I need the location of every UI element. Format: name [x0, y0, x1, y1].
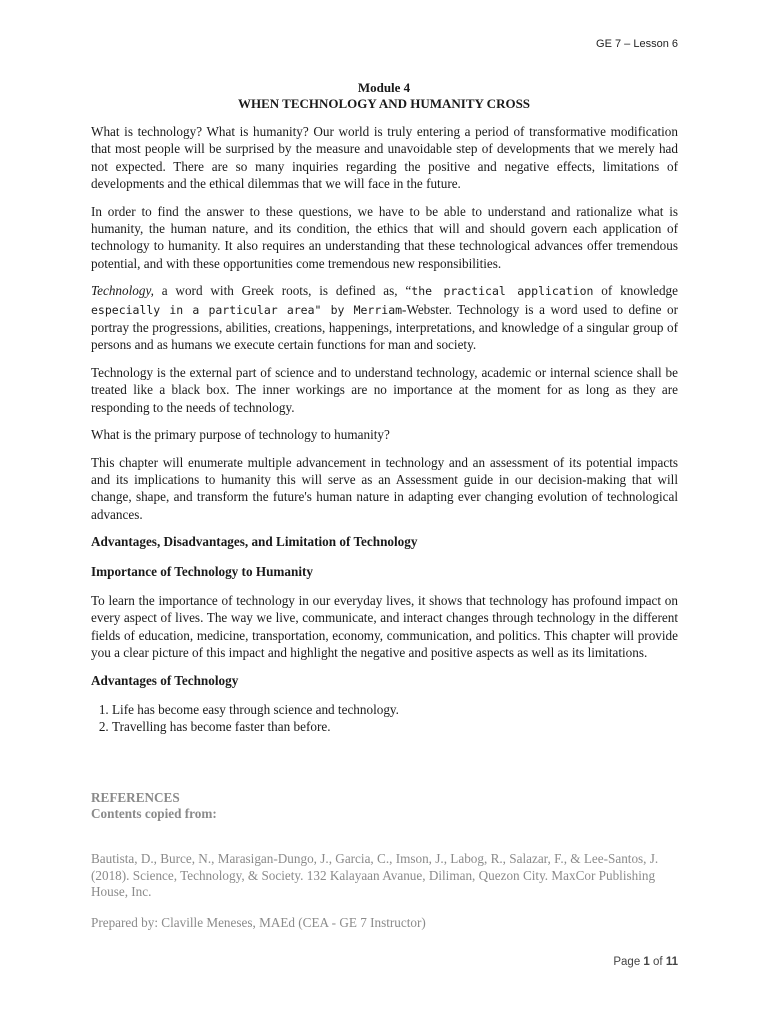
- paragraph-importance: To learn the importance of technology in our everyday lives, it shows that technology has profound impact on every aspect of lives. The way we live, communicate, and interact changes through technology in the different fields of education, medicine, transportation, economy, communication, and politics. This chapter will provide you a clear picture of this impact and highlight the negative and positive aspects as well as its limitations.: [91, 592, 678, 661]
- list-item: 2. Travelling has become faster than before.: [112, 718, 678, 735]
- heading-advantages-disadvantages: Advantages, Disadvantages, and Limitation of Technology: [91, 534, 418, 550]
- paragraph-black-box: Technology is the external part of science and to understand technology, academic or internal science shall be treated like a black box. The inner workings are no importance at the moment for as long as they are responding to the needs of technology.: [91, 364, 678, 415]
- paragraph-question: What is the primary purpose of technology to humanity?: [91, 427, 390, 443]
- body-content: [91, 123, 678, 736]
- references-citation: Bautista, D., Burce, N., Marasigan-Dungo, J., Garcia, C., Imson, J., Labog, R., Salazar, F., & Lee-Santos, J. (2018). Science, Technology, & Society. 132 Kalayaan Avanue, Diliman, Quezon City. MaxCor Publishing House, Inc.: [91, 851, 659, 899]
- paragraph-intro: What is technology? What is humanity? Our world is truly entering a period of transformative modification that most people will be surprised by the measure and unavoidable step of developments that we merely had not expected. There are so many inquiries regarding the positive and negative effects, limitations of developments and the ethical dilemmas that we will face in the future.: [91, 124, 678, 192]
- module-label: Module 4: [357, 80, 411, 95]
- page-total: 11: [665, 956, 678, 968]
- page-label: Page: [613, 956, 641, 968]
- references-section: [91, 790, 691, 931]
- term-technology: Technology,: [91, 283, 154, 299]
- title-block: [0, 80, 768, 112]
- page-number: 1: [643, 956, 650, 968]
- paragraph-chapter: This chapter will enumerate multiple advancement in technology and an assessment of its potential impacts and its implications to humanity this will serve as an Assessment guide in our decision-making that will change, shape, and transform the future's human nature in adapting ever changing evolution of technological advances.: [91, 454, 678, 522]
- list-item: 1. Life has become easy through science and technology.: [112, 701, 678, 718]
- heading-importance: Importance of Technology to Humanity: [91, 563, 313, 579]
- page-footer: [613, 956, 678, 968]
- heading-advantages: Advantages of Technology: [91, 672, 239, 688]
- paragraph-definition: [91, 282, 678, 354]
- prepared-by: Prepared by: Claville Meneses, MAEd (CEA - GE 7 Instructor): [91, 914, 426, 930]
- references-heading: REFERENCES: [91, 790, 180, 805]
- definition-text-b: of knowledge: [593, 283, 678, 299]
- advantages-list: [91, 701, 678, 736]
- references-subheading: Contents copied from:: [91, 806, 217, 821]
- definition-text-c: -Webster. Technology is a word used to define or portray the progressions, abilities, creations, happenings, interpretations, and knowledge of a singular group of persons and as humans we execute certain functions for man and society.: [91, 301, 678, 353]
- page-of-label: of: [653, 956, 663, 968]
- definition-quote-a: the practical application: [411, 284, 594, 299]
- definition-quote-b: especially in a particular area" by Merriam: [91, 302, 403, 317]
- definition-text-a: a word with Greek roots, is defined as, “: [153, 283, 412, 299]
- page-title: WHEN TECHNOLOGY AND HUMANITY CROSS: [237, 96, 531, 111]
- paragraph-rationale: In order to find the answer to these questions, we have to be able to understand and rationalize what is humanity, the human nature, and its condition, the ethics that will and should govern each application of technology to humanity. It also requires an understanding that these technological advances offer tremendous potential, and with these opportunities come tremendous new responsibilities.: [91, 203, 678, 271]
- running-header: GE 7 – Lesson 6: [596, 38, 678, 50]
